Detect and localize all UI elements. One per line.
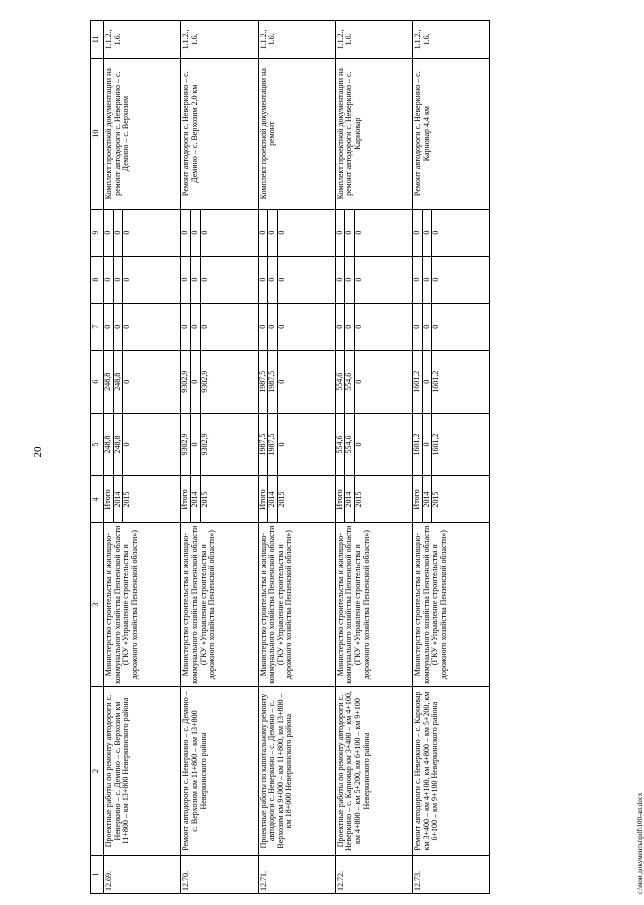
- col-header: 2: [91, 686, 104, 856]
- extra-budget-cell: 0: [335, 209, 345, 256]
- local-budget-cell: 0: [277, 256, 335, 303]
- tasks-cell: 1.1.2., 1.6.: [181, 21, 258, 59]
- extra-budget-cell: 0: [422, 209, 432, 256]
- extra-budget-cell: 0: [200, 209, 258, 256]
- total-value-cell: 1601,2: [432, 413, 490, 476]
- total-value-cell: 0: [422, 413, 432, 476]
- result-cell: Ремонт автодороги с. Неверкино – с. Демино – с. Верхозим 2,0 км: [181, 58, 258, 209]
- extra-budget-cell: 0: [413, 209, 423, 256]
- row-number-cell: 12.73.: [413, 856, 490, 894]
- page-number: 20: [32, 446, 44, 458]
- year-cell: 2015: [200, 476, 258, 523]
- year-cell: 2014: [268, 476, 278, 523]
- tasks-cell: 1.1.2., 1.6.: [413, 21, 490, 59]
- local-budget-cell: 0: [113, 256, 123, 303]
- local-budget-cell: 0: [200, 256, 258, 303]
- regional-budget-cell: 248,8: [104, 350, 114, 413]
- regional-budget-cell: 248,8: [113, 350, 123, 413]
- regional-budget-cell: 9302,9: [200, 350, 258, 413]
- activity-name-cell: Ремонт автодороги с. Неверкино – с. Карновар км 3+400 – км 4+100, км 4+800 – км 5+200, км 6+100 – км 9+100 Неверкинского района: [413, 686, 490, 856]
- col-header: 11: [91, 21, 104, 59]
- total-value-cell: 0: [355, 413, 413, 476]
- table-row: [335, 21, 345, 894]
- extra-budget-cell: 0: [258, 209, 268, 256]
- regional-budget-cell: 1601,2: [413, 350, 423, 413]
- local-budget-cell: 0: [335, 256, 345, 303]
- local-budget-cell: 0: [123, 256, 181, 303]
- federal-budget-cell: 0: [258, 303, 268, 350]
- year-cell: 2015: [355, 476, 413, 523]
- result-cell: Комплект проектной документации на ремонт автодороги с. Неверкино – с. Карновар: [335, 58, 412, 209]
- extra-budget-cell: 0: [123, 209, 181, 256]
- total-value-cell: 0: [277, 413, 335, 476]
- regional-budget-cell: 554,6: [335, 350, 345, 413]
- activity-name-cell: Проектные работы по капитальному ремонту автодороги с. Неверкино – с. Демино – с. Верхозим км 9+000 – км 11+800, км 13+800 – км 18+000 Неверкинского района: [258, 686, 335, 856]
- col-header: 9: [91, 209, 104, 256]
- tasks-cell: 1.1.2., 1.6.: [335, 21, 412, 59]
- row-number-cell: 12.69.: [104, 856, 181, 894]
- table-body: [104, 21, 490, 894]
- extra-budget-cell: 0: [190, 209, 200, 256]
- total-value-cell: 1987,5: [258, 413, 268, 476]
- extra-budget-cell: 0: [345, 209, 355, 256]
- federal-budget-cell: 0: [355, 303, 413, 350]
- local-budget-cell: 0: [345, 256, 355, 303]
- extra-budget-cell: 0: [277, 209, 335, 256]
- regional-budget-cell: 0: [190, 350, 200, 413]
- extra-budget-cell: 0: [113, 209, 123, 256]
- total-value-cell: 554,6: [335, 413, 345, 476]
- total-value-cell: 1987,5: [268, 413, 278, 476]
- total-value-cell: 0: [123, 413, 181, 476]
- row-number-cell: 12.72.: [335, 856, 412, 894]
- executor-cell: Министерство строительства и жилищно-коммунального хозяйства Пензенской области (ГКУ «Управление строительства и дорожного хозяйства Пензенской области»): [104, 523, 181, 686]
- col-header: 6: [91, 350, 104, 413]
- year-cell: Итого: [181, 476, 191, 523]
- local-budget-cell: 0: [432, 256, 490, 303]
- year-cell: 2014: [113, 476, 123, 523]
- local-budget-cell: 0: [258, 256, 268, 303]
- total-value-cell: 248,8: [104, 413, 114, 476]
- local-budget-cell: 0: [413, 256, 423, 303]
- extra-budget-cell: 0: [104, 209, 114, 256]
- col-header: 4: [91, 476, 104, 523]
- row-number-cell: 12.71.: [258, 856, 335, 894]
- regional-budget-cell: 0: [277, 350, 335, 413]
- tasks-cell: 1.1.2., 1.6.: [258, 21, 335, 59]
- regional-budget-cell: 554,6: [345, 350, 355, 413]
- federal-budget-cell: 0: [190, 303, 200, 350]
- local-budget-cell: 0: [181, 256, 191, 303]
- result-cell: Комплект проектной документации на ремонт автодороги с. Неверкино – с. Демино – с. Верхозим: [104, 58, 181, 209]
- local-budget-cell: 0: [355, 256, 413, 303]
- table-row: [181, 21, 191, 894]
- total-value-cell: 9302,9: [181, 413, 191, 476]
- federal-budget-cell: 0: [413, 303, 423, 350]
- activity-name-cell: Проектные работы по ремонту автодороги с. Неверкино – с. Карновар км 3+400 – км 4+100, км 4+800 – км 5+200, км 6+100 – км 9+100 Неверкинского района: [335, 686, 412, 856]
- year-cell: Итого: [413, 476, 423, 523]
- program-table: [90, 20, 490, 894]
- year-cell: 2014: [345, 476, 355, 523]
- rotated-page-frame: [90, 20, 644, 894]
- activity-name-cell: Ремонт автодороги с. Неверкино – с. Демино – с. Верхозим км 11+800 – км 13+800 Неверкинского района: [181, 686, 258, 856]
- year-cell: Итого: [335, 476, 345, 523]
- federal-budget-cell: 0: [200, 303, 258, 350]
- federal-budget-cell: 0: [123, 303, 181, 350]
- executor-cell: Министерство строительства и жилищно-коммунального хозяйства Пензенской области (ГКУ «Управление строительства и дорожного хозяйства Пензенской области»): [335, 523, 412, 686]
- year-cell: 2014: [190, 476, 200, 523]
- local-budget-cell: 0: [268, 256, 278, 303]
- local-budget-cell: 0: [104, 256, 114, 303]
- federal-budget-cell: 0: [277, 303, 335, 350]
- total-value-cell: 248,8: [113, 413, 123, 476]
- table-row: [104, 21, 114, 894]
- local-budget-cell: 0: [190, 256, 200, 303]
- federal-budget-cell: 0: [422, 303, 432, 350]
- table-row: [258, 21, 268, 894]
- activity-name-cell: Проектные работы по ремонту автодороги с. Неверкино – с. Демино – с. Верхозим км 11+800 – км 13+800 Неверкинского района: [104, 686, 181, 856]
- executor-cell: Министерство строительства и жилищно-коммунального хозяйства Пензенской области (ГКУ «Управление строительства и дорожного хозяйства Пензенской области»): [258, 523, 335, 686]
- executor-cell: Министерство строительства и жилищно-коммунального хозяйства Пензенской области (ГКУ «Управление строительства и дорожного хозяйства Пензенской области»): [413, 523, 490, 686]
- total-value-cell: 1601,2: [413, 413, 423, 476]
- total-value-cell: 9302,9: [200, 413, 258, 476]
- regional-budget-cell: 0: [123, 350, 181, 413]
- total-value-cell: 0: [190, 413, 200, 476]
- year-cell: 2015: [432, 476, 490, 523]
- regional-budget-cell: 1601,2: [432, 350, 490, 413]
- regional-budget-cell: 1987,5: [268, 350, 278, 413]
- local-budget-cell: 0: [422, 256, 432, 303]
- rotated-page-content: [90, 20, 644, 894]
- extra-budget-cell: 0: [268, 209, 278, 256]
- extra-budget-cell: 0: [181, 209, 191, 256]
- federal-budget-cell: 0: [268, 303, 278, 350]
- year-cell: 2015: [277, 476, 335, 523]
- col-header: 7: [91, 303, 104, 350]
- col-header: 10: [91, 58, 104, 209]
- table-row: [413, 21, 423, 894]
- year-cell: 2015: [123, 476, 181, 523]
- result-cell: Ремонт автодороги с. Неверкино – с. Карновар 4,4 км: [413, 58, 490, 209]
- federal-budget-cell: 0: [181, 303, 191, 350]
- row-number-cell: 12.70.: [181, 856, 258, 894]
- federal-budget-cell: 0: [345, 303, 355, 350]
- regional-budget-cell: 9302,9: [181, 350, 191, 413]
- regional-budget-cell: 0: [422, 350, 432, 413]
- col-header: 1: [91, 856, 104, 894]
- federal-budget-cell: 0: [113, 303, 123, 350]
- column-number-header: [91, 21, 104, 894]
- year-cell: 2014: [422, 476, 432, 523]
- total-value-cell: 554,6: [345, 413, 355, 476]
- col-header: 5: [91, 413, 104, 476]
- result-cell: Комплект проектной документации на ремонт: [258, 58, 335, 209]
- tasks-cell: 1.1.2., 1.6.: [104, 21, 181, 59]
- extra-budget-cell: 0: [355, 209, 413, 256]
- extra-budget-cell: 0: [432, 209, 490, 256]
- footer-file-path: с:\мои документы\pdf\100-ап.docx: [636, 792, 644, 894]
- regional-budget-cell: 1987,5: [258, 350, 268, 413]
- year-cell: Итого: [104, 476, 114, 523]
- federal-budget-cell: 0: [104, 303, 114, 350]
- year-cell: Итого: [258, 476, 268, 523]
- executor-cell: Министерство строительства и жилищно-коммунального хозяйства Пензенской области (ГКУ «Управление строительства и дорожного хозяйства Пензенской области»): [181, 523, 258, 686]
- col-header: 3: [91, 523, 104, 686]
- regional-budget-cell: 0: [355, 350, 413, 413]
- col-header: 8: [91, 256, 104, 303]
- federal-budget-cell: 0: [335, 303, 345, 350]
- federal-budget-cell: 0: [432, 303, 490, 350]
